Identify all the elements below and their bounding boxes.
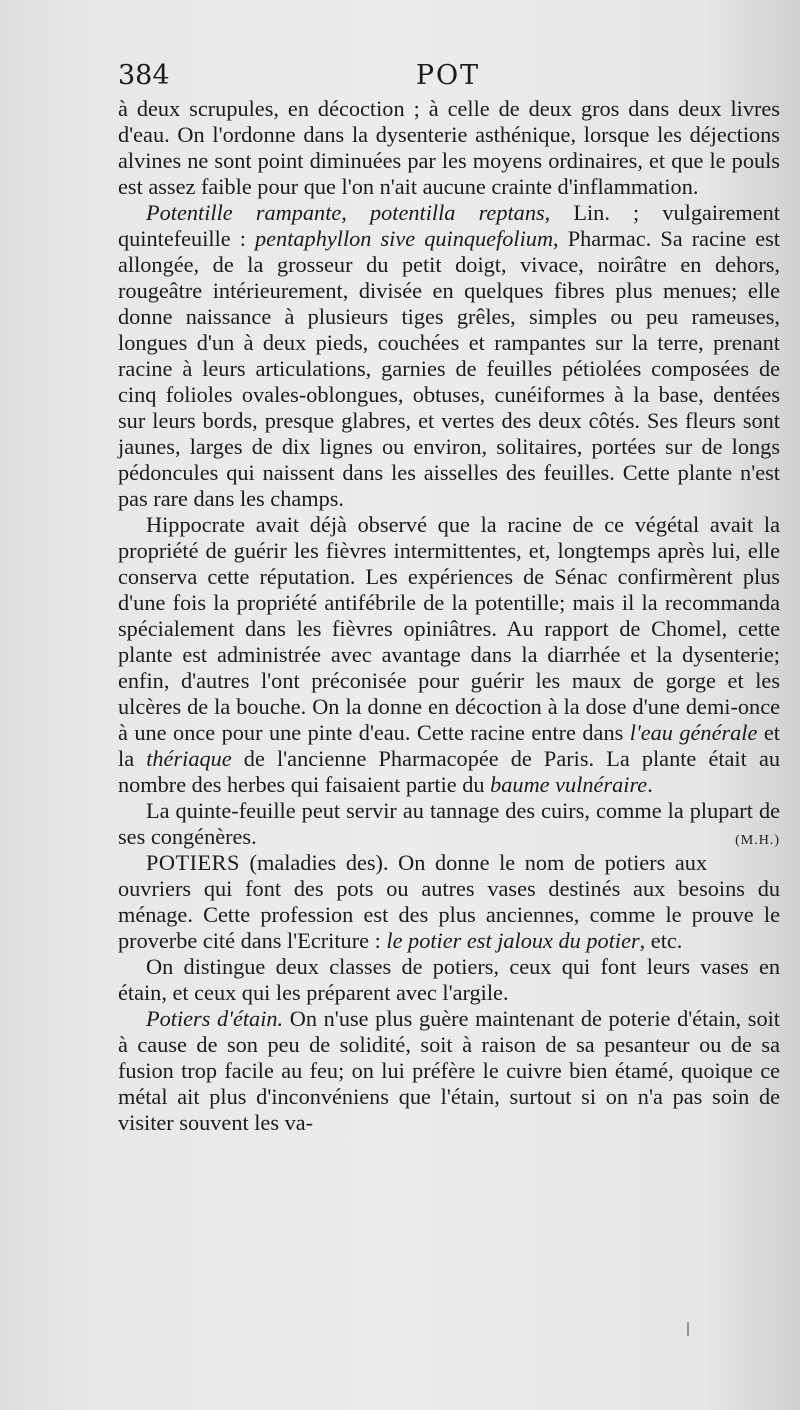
italic-text: pentaphyllon sive quinquefolium [255,226,554,251]
running-head: POT [415,60,481,91]
text-run: , etc. [639,928,683,953]
italic-text: thériaque [146,746,232,771]
italic-text: l'eau générale [629,720,758,745]
paragraph [118,96,780,200]
text-run: (maladies des). On donne le nom de potiers aux ouvriers qui font des pots ou autres vases destinés aux besoins du ménage. Cette profession est des plus anciennes, comme le prouve le proverbe cité dans l'Ecriture : [118,850,780,953]
paragraph [118,954,780,1006]
scan-mark [687,1322,689,1336]
text-run: et la [118,720,780,771]
text-run: On distingue deux classes de potiers, ceux qui font leurs vases en étain, et ceux qui les préparent avec l'argile. [118,954,780,1005]
text-run: , Lin. ; vulgairement quintefeuille : [118,200,780,251]
page-header [118,58,778,94]
text-run: On n'use plus guère maintenant de poterie d'étain, soit à cause de son peu de solidité, soit à raison de sa pesanteur ou de sa fusion trop facile au feu; on lui préfère le cuivre bien étamé, quoique ce métal ait plus d'inconvéniens que l'étain, surtout si on n'a pas soin de visiter souvent les va- [118,1006,780,1135]
text-run: . [647,772,653,797]
text-run: à deux scrupules, en décoction ; à celle de deux gros dans deux livres d'eau. On l'ordonne dans la dysenterie asthénique, lorsque les déjections alvines ne sont point diminuées par les moyens ordinaires, et que le pouls est assez faible pour que l'on n'ait aucune crainte d'inflammation. [118,96,780,199]
paragraph [118,512,780,798]
text-run: , Pharmac. Sa racine est allongée, de la grosseur du petit doigt, vivace, noirâtre en dehors, rougeâtre intérieurement, divisée en quelques fibres plus menues; elle donne naissance à plusieurs tiges grêles, simples ou peu rameuses, longues d'un à deux pieds, couchées et rampantes sur la terre, prenant racine à leurs articulations, garnies de feuilles pétiolées composées de cinq folioles ovales-oblongues, obtuses, cunéiformes à la base, dentées sur leurs bords, presque glabres, et vertes des deux côtés. Ses fleurs sont jaunes, larges de dix lignes ou environ, solitaires, portées sur de longs pédoncules qui naissent dans les aisselles des feuilles. Cette plante n'est pas rare dans les champs. [118,226,780,511]
paragraph [118,798,780,850]
paragraph [118,850,780,954]
entry-heading: POTIERS [146,850,240,875]
author-signature: (M.H.) [735,833,780,848]
paragraph [118,200,780,512]
page-number: 384 [118,60,170,91]
italic-text: baume vulnéraire [490,772,648,797]
text-run: de l'ancienne Pharmacopée de Paris. La plante était au nombre des herbes qui faisaient partie du [118,746,780,797]
italic-text: le potier est jaloux du potier [386,928,640,953]
body-text [118,96,780,1136]
text-run: La quinte-feuille peut servir au tannage des cuirs, comme la plupart de ses congénères. [118,798,780,849]
text-run: Hippocrate avait déjà observé que la racine de ce végétal avait la propriété de guérir les fièvres intermittentes, et, longtemps après lui, elle conserva cette réputation. Les expériences de Sénac confirmèrent plus d'une fois la propriété antifébrile de la potentille; mais il la recommanda spécialement dans les fièvres opiniâtres. Au rapport de Chomel, cette plante est administrée avec avantage dans la diarrhée et la dysenterie; enfin, d'autres l'ont préconisée pour guérir les maux de gorge et les ulcères de la bouche. On la donne en décoction à la dose d'une demi-once à une once pour une pinte d'eau. Cette racine entre dans [118,512,780,745]
paragraph [118,1006,780,1136]
italic-text: Potentille rampante, potentilla reptans [146,200,545,225]
italic-text: Potiers d'étain. [146,1006,284,1031]
